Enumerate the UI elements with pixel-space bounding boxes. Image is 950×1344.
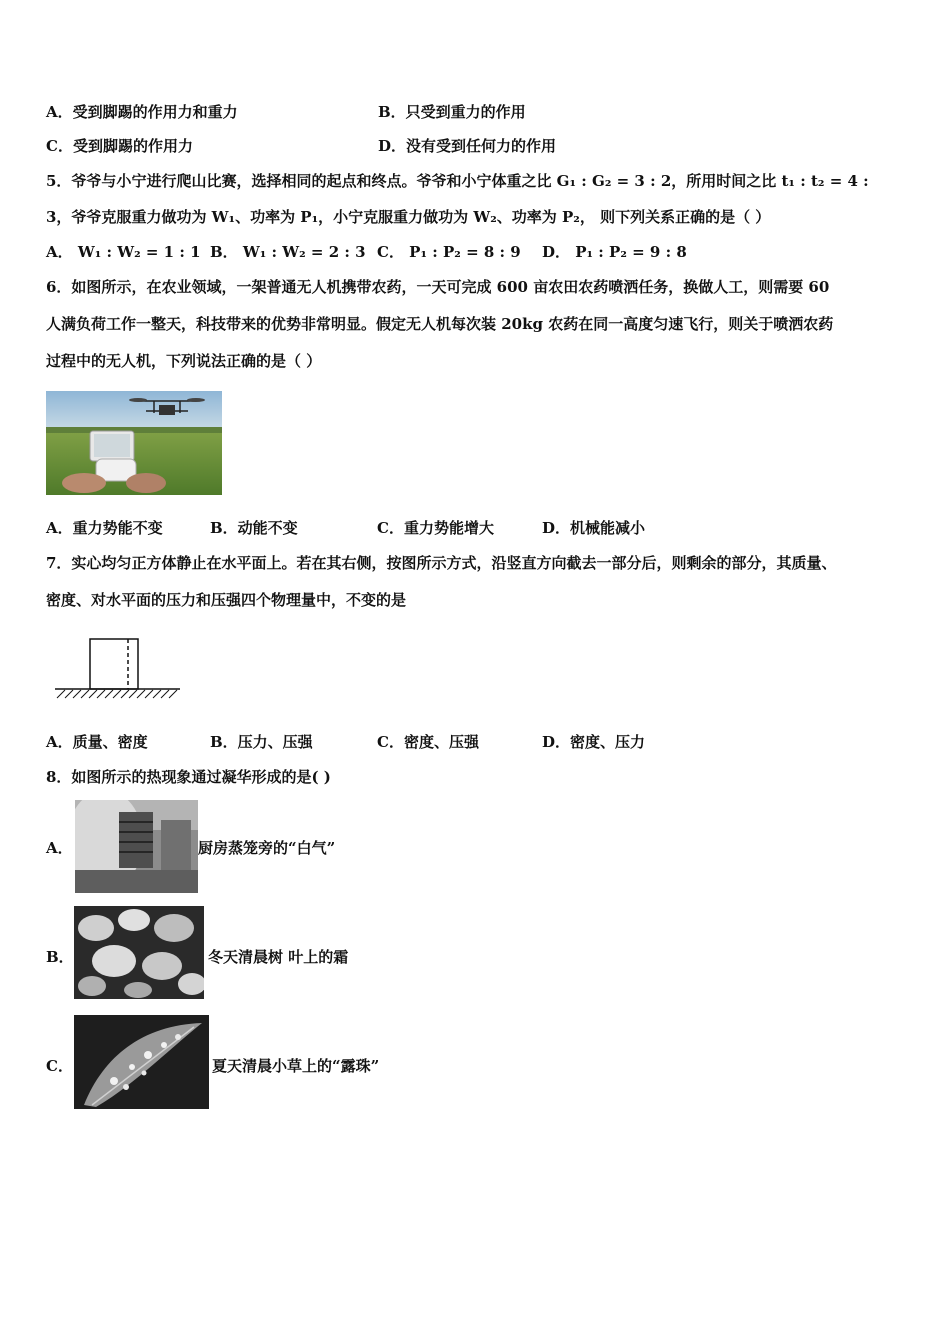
q6-option-d: D．机械能减小 [542, 519, 646, 537]
q6-stem-line3: 过程中的无人机，下列说法正确的是（ ） [46, 352, 322, 370]
steamer-photo [75, 800, 198, 893]
q7-option-c: C．密度、压强 [377, 733, 479, 751]
q8-option-b-label: B． [46, 948, 74, 966]
q8-option-c-label: C． [46, 1057, 73, 1075]
q5-option-d: D． P₁ : P₂ = 9 : 8 [542, 243, 687, 261]
drone-field-photo [46, 391, 222, 495]
q8-option-a-text: 厨房蒸笼旁的“白气” [198, 839, 336, 857]
q6-stem-line2: 人满负荷工作一整天，科技带来的优势非常明显。假定无人机每次装 20kg 农药在同一高度匀速飞行，则关于喷洒农药 [46, 315, 834, 333]
q6-option-a: A．重力势能不变 [46, 519, 163, 537]
frost-leaves-photo [74, 906, 204, 999]
q7-option-b: B．压力、压强 [210, 733, 313, 751]
q6-stem-line1: 6．如图所示，在农业领域，一架普通无人机携带农药，一天可完成 600 亩农田农药喷洒任务，换做人工，则需要 60 [46, 278, 830, 296]
q6-option-b: B．动能不变 [210, 519, 298, 537]
q7-option-d: D．密度、压力 [542, 733, 646, 751]
q5-option-a: A． W₁ : W₂ = 1 : 1 [46, 243, 201, 261]
q5-stem-line2: 3，爷爷克服重力做功为 W₁、功率为 P₁，小宁克服重力做功为 W₂、功率为 P₂， 则下列关系正确的是（ ） [46, 208, 771, 226]
q8-option-b-text: 冬天清晨树 叶上的霜 [208, 948, 349, 966]
q7-stem-line2: 密度、对水平面的压力和压强四个物理量中，不变的是 [46, 591, 407, 609]
q4-option-d: D．没有受到任何力的作用 [378, 137, 557, 155]
q7-stem-line1: 7．实心均匀正方体静止在水平面上。若在其右侧，按图所示方式，沿竖直方向截去一部分后，则剩余的部分，其质量、 [46, 554, 837, 572]
q8-option-a-label: A． [46, 839, 73, 857]
q8-stem: 8．如图所示的热现象通过凝华形成的是( ) [46, 768, 331, 786]
q8-option-c-text: 夏天清晨小草上的“露珠” [212, 1057, 380, 1075]
cube-cut-diagram [52, 636, 184, 704]
q5-option-c: C． P₁ : P₂ = 8 : 9 [377, 243, 521, 261]
q4-option-c: C．受到脚踢的作用力 [46, 137, 193, 155]
q7-option-a: A．质量、密度 [46, 733, 148, 751]
q4-option-a: A．受到脚踢的作用力和重力 [46, 103, 238, 121]
dew-grass-photo [74, 1015, 209, 1109]
q5-option-b: B． W₁ : W₂ = 2 : 3 [210, 243, 366, 261]
q6-option-c: C．重力势能增大 [377, 519, 494, 537]
q4-option-b: B．只受到重力的作用 [378, 103, 526, 121]
q5-stem-line1: 5．爷爷与小宁进行爬山比赛，选择相同的起点和终点。爷爷和小宁体重之比 G₁ : G₂ = 3 : 2，所用时间之比 t₁ : t₂ = 4 : [46, 172, 869, 190]
